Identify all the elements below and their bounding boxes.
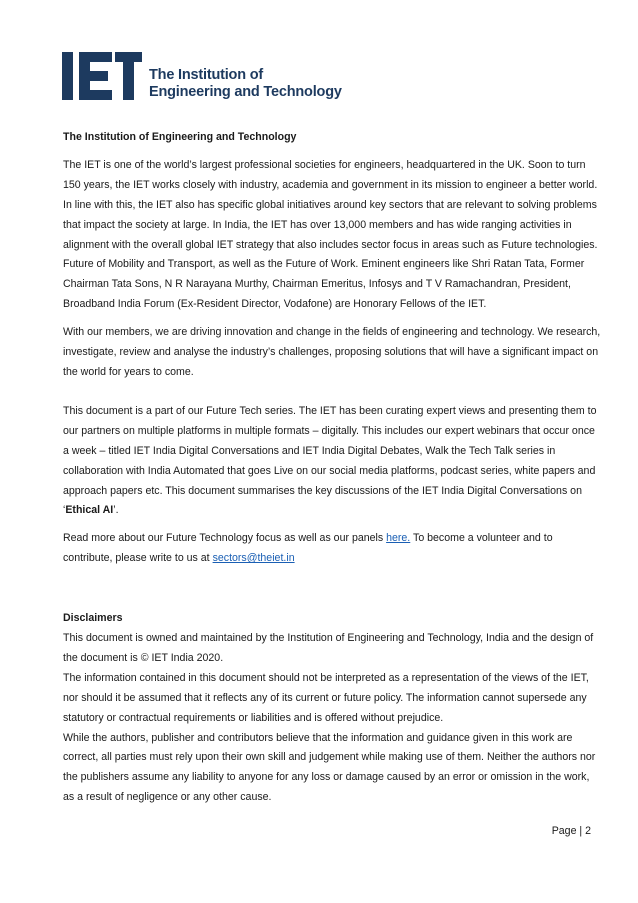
- iet-logo: [62, 52, 342, 100]
- logo-line-1: The Institution of: [149, 67, 263, 83]
- disclaimer-ownership: This document is owned and maintained by the Institution of Engineering and Technology, India and the design of the document is © IET India 2020.: [63, 632, 594, 664]
- topic-ethical-ai: Ethical AI: [65, 504, 114, 517]
- read-more-text: Read more about our Future Technology focus as well as our panels: [63, 532, 387, 545]
- volunteer-text: To become a volunteer and to contribute, please write to us at: [63, 532, 553, 565]
- section-heading: The Institution of Engineering and Technology: [63, 131, 297, 143]
- page-number: Page | 2: [551, 825, 591, 837]
- paragraph-about-iet: The IET is one of the world’s largest professional societies for engineers, headquartered in the UK. Soon to turn 150 years, the IET works closely with industry, academia and government in its mission to engineer a better world. In line with this, the IET also has specific global initiatives around key sectors that are relevant to solving problems that impact the society at large. In India, the IET has over 13,000 members and has wide ranging activities in alignment with the overall global IET strategy that also includes sector focus in areas such as Future technologies. Future of Mobility and Transport, as well as the Future of Work. Eminent engineers like Shri Ratan Tata, Former Chairman Tata Sons, N R Narayana Murthy, Chairman Emeritus, Infosys and T V Ramachandran, President, Broadband India Forum (Ex-Resident Director, Vodafone) are Honorary Fellows of the IET.: [63, 158, 598, 311]
- document-body: [63, 128, 603, 808]
- paragraph-future-tech-text: This document is a part of our Future Tech series. The IET has been curating expert views and presenting them to our partners on multiple platforms in multiple formats – digitally. This includes our expert webinars that occur once a week – titled IET India Digital Conversations and IET India Digital Debates, Walk the Tech Talk series in collaboration with India Automated that goes Live on our social media platforms, podcast series, white papers and approach papers etc. This document summarises the key discussions of the IET India Digital Conversations on ‘: [63, 404, 597, 517]
- paragraph-read-more: [63, 529, 603, 569]
- paragraph-future-tech: [63, 402, 603, 521]
- logo-line-2: Engineering and Technology: [149, 84, 342, 100]
- disclaimer-views: The information contained in this document should not be interpreted as a representation of the views of the IET, nor should it be assumed that it reflects any of its current or future policy. The information cannot supersede any statutory or contractual requirements or liabilities and is offered without prejudice.: [63, 671, 589, 724]
- paragraph-members: With our members, we are driving innovation and change in the fields of engineering and technology. We research, investigate, review and analyse the industry’s challenges, proposing solutions that will have a significant impact on the world for years to come.: [63, 326, 601, 378]
- paragraph-future-tech-end: ’.: [113, 504, 119, 517]
- disclaimers-heading: Disclaimers: [63, 612, 123, 625]
- here-link[interactable]: here.: [386, 532, 411, 545]
- disclaimer-liability: While the authors, publisher and contributors believe that the information and guidance given in this work are correct, all parties must rely upon their own skill and judgement while making use of them. Neither the authors nor the publishers assume any liability to anyone for any loss or damage caused by an error or omission in the work, as a result of negligence or any other cause.: [63, 731, 596, 804]
- iet-logo-mark: [62, 52, 142, 100]
- iet-logo-wordmark: [149, 67, 342, 101]
- email-link[interactable]: sectors@theiet.in: [212, 552, 295, 565]
